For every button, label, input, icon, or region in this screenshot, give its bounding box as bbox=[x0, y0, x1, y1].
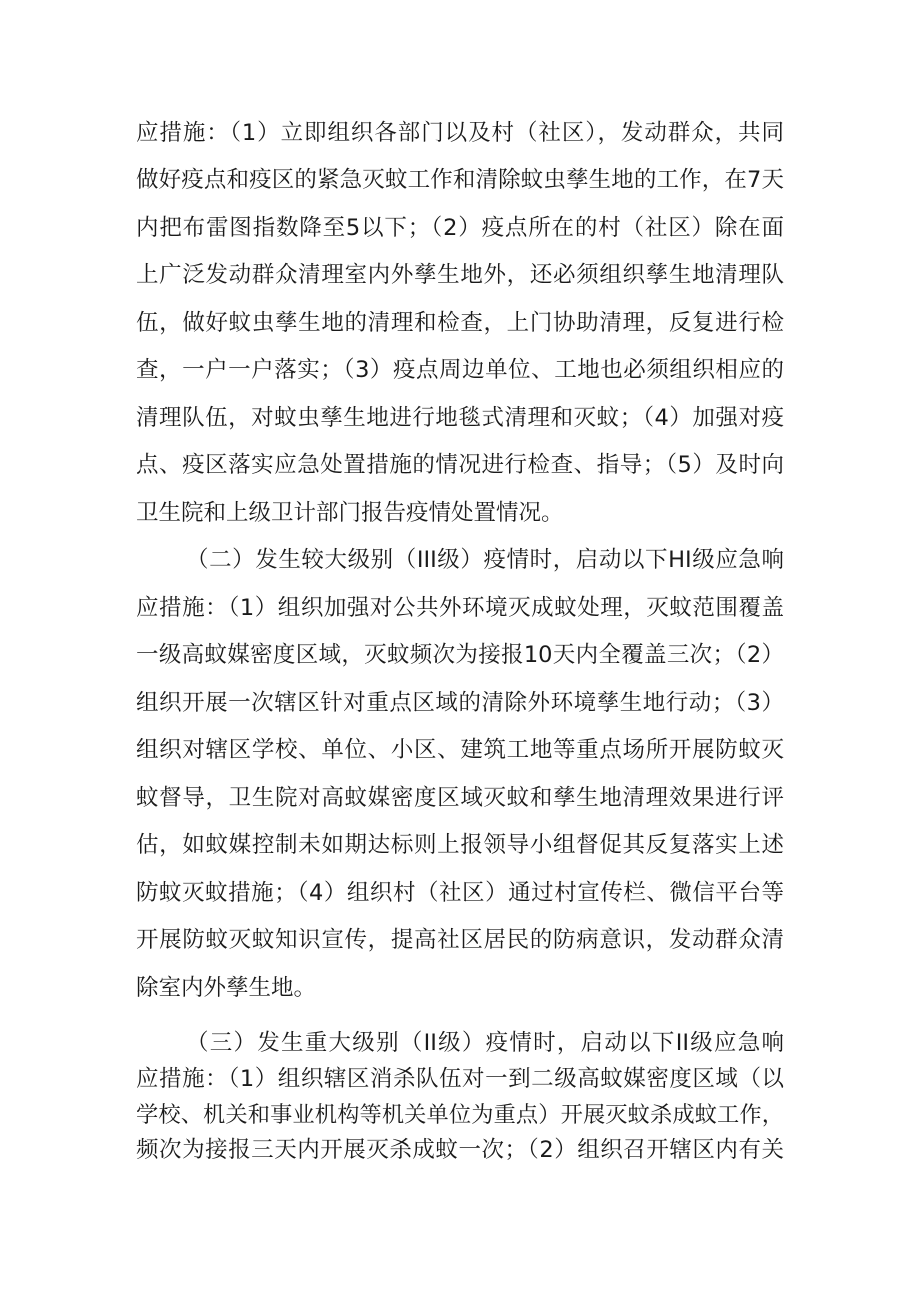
text-line: 组织对辖区学校、单位、小区、建筑工地等重点场所开展防蚊灭 bbox=[136, 737, 784, 763]
text-line: 除室内外孳生地。 bbox=[136, 975, 317, 1001]
text-line: （三）发生重大级别（II级）疫情时，启动以下II级应急响 bbox=[186, 1030, 784, 1056]
text-line: 应措施：（1）立即组织各部门以及村（社区），发动群众，共同 bbox=[136, 120, 784, 146]
text-line: 上广泛发动群众清理室内外孳生地外，还必须组织孳生地清理队 bbox=[136, 262, 784, 288]
text-line: 防蚊灭蚊措施；（4）组织村（社区）通过村宣传栏、微信平台等 bbox=[136, 880, 784, 906]
text-line: 开展防蚊灭蚊知识宣传，提高社区居民的防病意识，发动群众清 bbox=[136, 927, 784, 953]
text-line: 组织开展一次辖区针对重点区域的清除外环境孳生地行动；（3） bbox=[136, 690, 784, 716]
text-line: 内把布雷图指数降至5以下；（2）疫点所在的村（社区）除在面 bbox=[136, 215, 784, 241]
text-line: 点、疫区落实应急处置措施的情况进行检查、指导；（5）及时向 bbox=[136, 452, 784, 478]
text-line: 估，如蚊媒控制未如期达标则上报领导小组督促其反复落实上述 bbox=[136, 832, 784, 858]
text-line: 查，一户一户落实；（3）疫点周边单位、工地也必须组织相应的 bbox=[136, 357, 784, 383]
text-line: 卫生院和上级卫计部门报告疫情处置情况。 bbox=[136, 500, 564, 526]
text-line: 一级高蚊媒密度区域，灭蚊频次为接报10天内全覆盖三次；（2） bbox=[136, 642, 784, 668]
text-line: 应措施：（1）组织加强对公共外环境灭成蚊处理，灭蚊范围覆盖 bbox=[136, 595, 784, 621]
text-line: （二）发生较大级别（III级）疫情时，启动以下HI级应急响 bbox=[186, 547, 784, 573]
text-line: 蚊督导，卫生院对高蚊媒密度区域灭蚊和孳生地清理效果进行评 bbox=[136, 785, 784, 811]
text-line: 清理队伍，对蚊虫孳生地进行地毯式清理和灭蚊；（4）加强对疫 bbox=[136, 405, 784, 431]
text-line: 伍，做好蚊虫孳生地的清理和检查，上门协助清理，反复进行检 bbox=[136, 310, 784, 336]
text-line: 应措施：（1）组织辖区消杀队伍对一到二级高蚊媒密度区域（以 bbox=[136, 1066, 784, 1092]
text-line: 做好疫点和疫区的紧急灭蚊工作和清除蚊虫孳生地的工作，在7天 bbox=[136, 167, 784, 193]
text-line: 学校、机关和事业机构等机关单位为重点）开展灭蚊杀成蚊工作， bbox=[136, 1102, 784, 1128]
text-line: 频次为接报三天内开展灭杀成蚊一次；（2）组织召开辖区内有关 bbox=[136, 1137, 784, 1163]
